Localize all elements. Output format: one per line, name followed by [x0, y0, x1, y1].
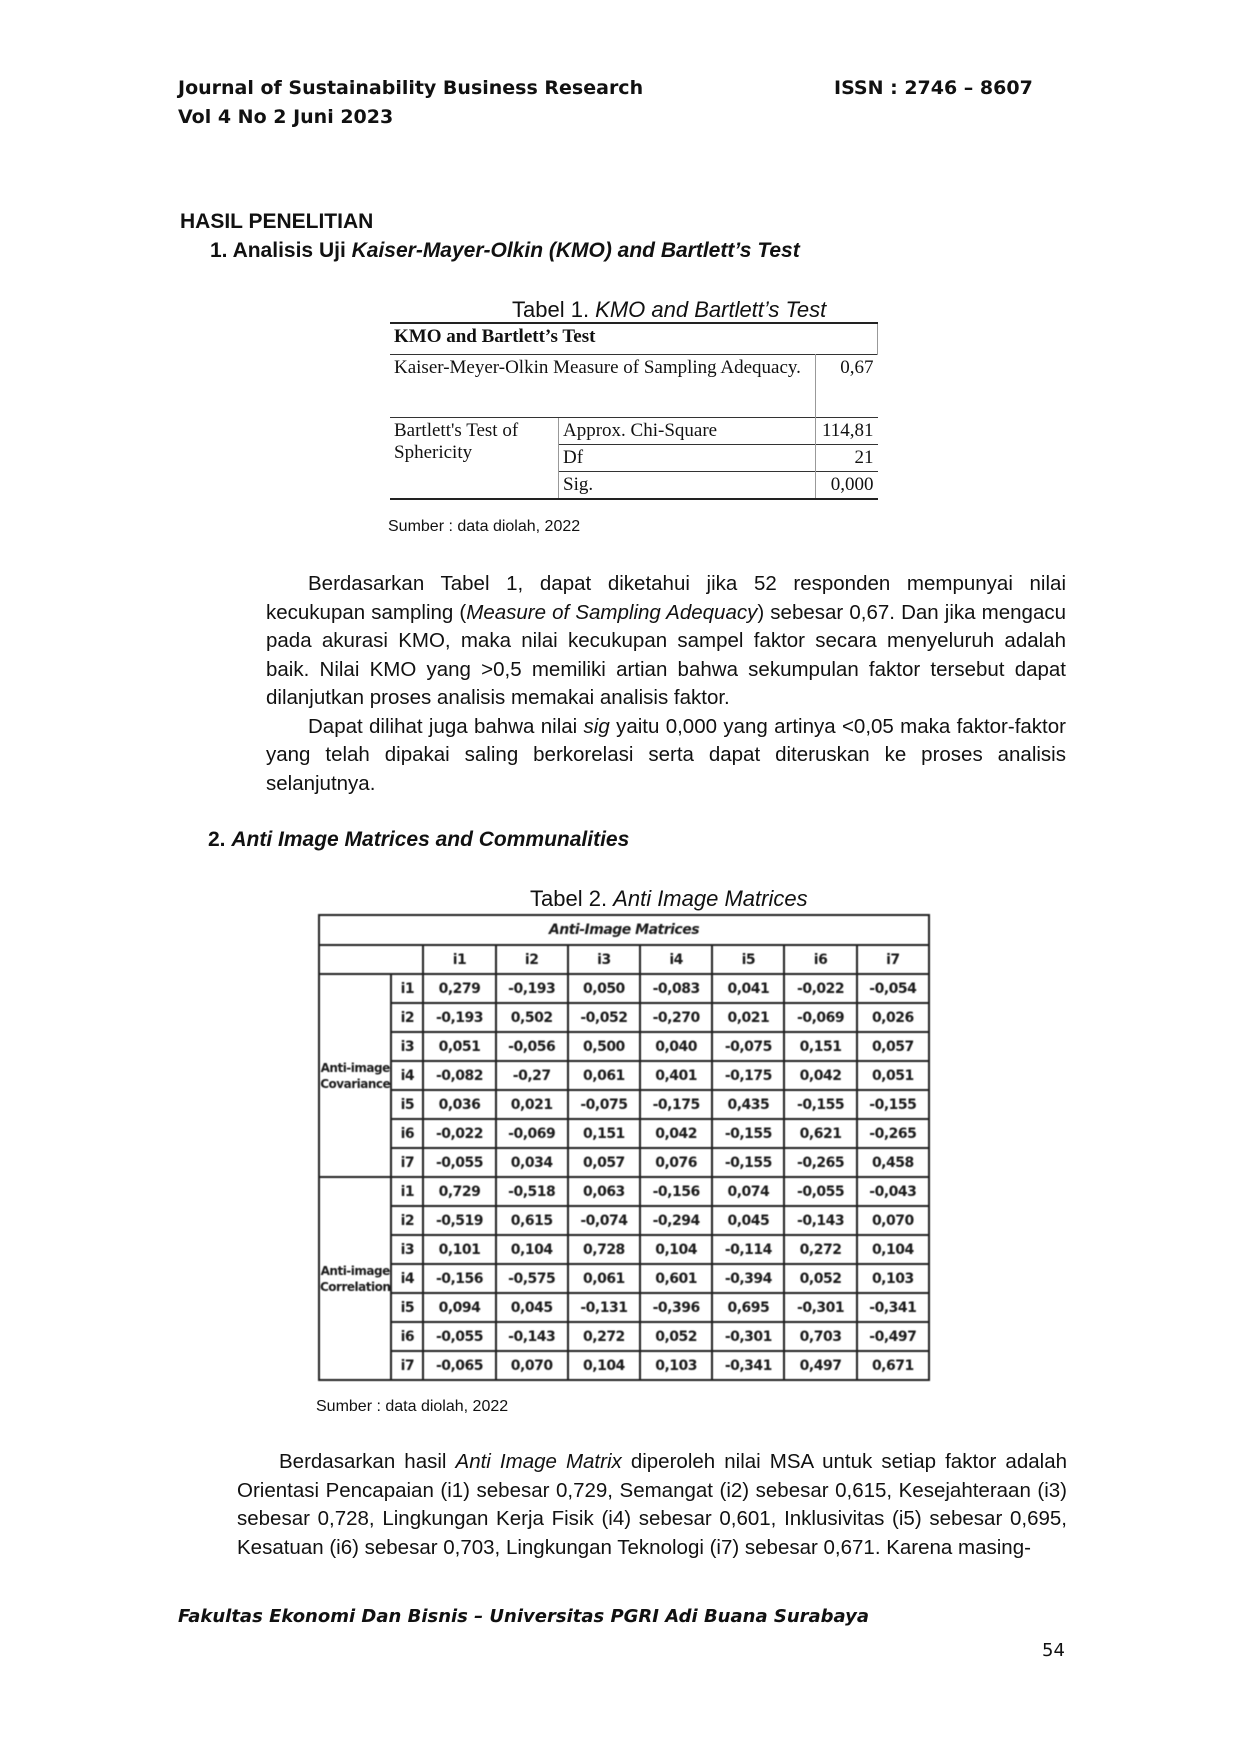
sig-label: Sig. — [559, 472, 816, 500]
table-cell: 0,435 — [712, 1090, 784, 1119]
col-header-i5: i5 — [712, 945, 784, 974]
table-cell: -0,056 — [496, 1032, 568, 1061]
table-cell: 0,074 — [712, 1177, 784, 1206]
subsection-2-italic: Anti Image Matrices and Communalities — [231, 828, 630, 851]
table-cell: 0,502 — [496, 1003, 568, 1032]
p2-text-a: Dapat dilihat juga bahwa nilai — [308, 714, 584, 738]
row-label: i6 — [391, 1119, 423, 1148]
table-cell: 0,103 — [857, 1264, 929, 1293]
col-header-i7: i7 — [857, 945, 929, 974]
table-cell: 0,045 — [496, 1293, 568, 1322]
row-label: i7 — [391, 1148, 423, 1177]
table-cell: 0,094 — [423, 1293, 495, 1322]
table-cell: -0,155 — [784, 1090, 856, 1119]
table-cell: -0,082 — [423, 1061, 495, 1090]
table-cell: -0,054 — [857, 974, 929, 1003]
table-cell: 0,151 — [784, 1032, 856, 1061]
table-cell: -0,043 — [857, 1177, 929, 1206]
row-label: i3 — [391, 1235, 423, 1264]
row-label: i1 — [391, 1177, 423, 1206]
row-label: i4 — [391, 1264, 423, 1293]
table-cell: -0,265 — [784, 1148, 856, 1177]
table-cell: -0,265 — [857, 1119, 929, 1148]
section-title: HASIL PENELITIAN — [180, 210, 374, 233]
subsection-1-title — [210, 239, 800, 263]
row-label: i6 — [391, 1322, 423, 1351]
table-cell: -0,143 — [496, 1322, 568, 1351]
table-cell: 0,034 — [496, 1148, 568, 1177]
paragraph-2 — [266, 713, 1066, 799]
p1-text-a: Berdasarkan Tabel 1, dapat diketahui jika 52 responden mempunyai nilai kecukupan sampling ( — [266, 572, 1066, 624]
table-row — [319, 1206, 929, 1235]
table-cell: 0,042 — [640, 1119, 712, 1148]
table-cell: -0,497 — [857, 1322, 929, 1351]
table2-source: Sumber : data diolah, 2022 — [316, 1398, 509, 1415]
table-cell: 0,021 — [496, 1090, 568, 1119]
table-cell: 0,051 — [857, 1061, 929, 1090]
table-cell: -0,193 — [496, 974, 568, 1003]
col-header-i4: i4 — [640, 945, 712, 974]
table-cell: 0,104 — [568, 1351, 640, 1380]
table-cell: 0,615 — [496, 1206, 568, 1235]
table-cell: -0,519 — [423, 1206, 495, 1235]
table-cell: -0,518 — [496, 1177, 568, 1206]
table-cell: -0,301 — [712, 1322, 784, 1351]
kmo-value: 0,67 — [815, 355, 877, 418]
table-cell: 0,070 — [496, 1351, 568, 1380]
table-cell: 0,104 — [640, 1235, 712, 1264]
table-cell: 0,042 — [784, 1061, 856, 1090]
paragraph-kmo — [266, 570, 1066, 798]
row-label: i2 — [391, 1003, 423, 1032]
chi-square-value: 114,81 — [815, 418, 877, 445]
kmo-label: Kaiser-Meyer-Olkin Measure of Sampling Adequacy. — [390, 355, 815, 418]
table-cell: -0,143 — [784, 1206, 856, 1235]
table2-caption — [530, 886, 808, 912]
p2-text-b: yaitu 0,000 yang artinya <0,05 maka faktor-faktor yang telah dipakai saling berkorelasi serta dapat diteruskan ke proses analisis selanjutnya. — [266, 714, 1066, 795]
table-cell: -0,069 — [496, 1119, 568, 1148]
bartlett-label: Bartlett's Test of Sphericity — [390, 418, 559, 500]
table-row — [319, 1264, 929, 1293]
row-label: i5 — [391, 1293, 423, 1322]
table-cell: 0,063 — [568, 1177, 640, 1206]
table-cell: -0,055 — [784, 1177, 856, 1206]
table-cell: 0,045 — [712, 1206, 784, 1235]
table-cell: 0,050 — [568, 974, 640, 1003]
table-cell: -0,155 — [857, 1090, 929, 1119]
table-cell: -0,270 — [640, 1003, 712, 1032]
table-row — [319, 1293, 929, 1322]
table-row — [319, 1177, 929, 1206]
table-cell: 0,070 — [857, 1206, 929, 1235]
table-cell: -0,396 — [640, 1293, 712, 1322]
table-cell: -0,394 — [712, 1264, 784, 1293]
table-cell: -0,022 — [423, 1119, 495, 1148]
table-cell: 0,279 — [423, 974, 495, 1003]
table-row — [319, 1235, 929, 1264]
table-cell: 0,500 — [568, 1032, 640, 1061]
table-cell: -0,114 — [712, 1235, 784, 1264]
table1-source: Sumber : data diolah, 2022 — [388, 518, 581, 535]
paragraph-msa — [237, 1448, 1067, 1562]
table-cell: 0,695 — [712, 1293, 784, 1322]
table-cell: 0,103 — [640, 1351, 712, 1380]
table-cell: 0,401 — [640, 1061, 712, 1090]
table-cell: -0,175 — [712, 1061, 784, 1090]
table-cell: 0,040 — [640, 1032, 712, 1061]
table1-caption-prefix: Tabel 1. — [512, 297, 596, 322]
table-cell: 0,076 — [640, 1148, 712, 1177]
table-cell: -0,156 — [423, 1264, 495, 1293]
table-cell: -0,131 — [568, 1293, 640, 1322]
table-cell: 0,104 — [857, 1235, 929, 1264]
table-cell: 0,052 — [784, 1264, 856, 1293]
table-cell: 0,671 — [857, 1351, 929, 1380]
table-cell: 0,036 — [423, 1090, 495, 1119]
table-cell: 0,104 — [496, 1235, 568, 1264]
table-cell: -0,065 — [423, 1351, 495, 1380]
table-cell: -0,341 — [857, 1293, 929, 1322]
row-label: i2 — [391, 1206, 423, 1235]
table1-caption — [512, 297, 826, 323]
chi-square-label: Approx. Chi-Square — [559, 418, 816, 445]
table1-caption-italic: KMO and Bartlett’s Test — [595, 297, 827, 322]
table-row — [319, 1322, 929, 1351]
table2-caption-italic: Anti Image Matrices — [613, 886, 808, 911]
table-cell: 0,026 — [857, 1003, 929, 1032]
anti-image-table — [318, 914, 930, 1381]
table-cell: 0,061 — [568, 1264, 640, 1293]
table-cell: 0,272 — [568, 1322, 640, 1351]
table-cell: -0,075 — [568, 1090, 640, 1119]
row-label: i5 — [391, 1090, 423, 1119]
table-cell: 0,051 — [423, 1032, 495, 1061]
table-cell: 0,021 — [712, 1003, 784, 1032]
page-number: 54 — [1042, 1640, 1065, 1661]
table-row — [319, 1061, 929, 1090]
table-cell: -0,022 — [784, 974, 856, 1003]
table-row — [319, 1032, 929, 1061]
table-cell: -0,055 — [423, 1148, 495, 1177]
table-cell: 0,101 — [423, 1235, 495, 1264]
table-cell: 0,728 — [568, 1235, 640, 1264]
col-header-i2: i2 — [496, 945, 568, 974]
table-cell: 0,272 — [784, 1235, 856, 1264]
table-cell: -0,175 — [640, 1090, 712, 1119]
subsection-1-italic: Kaiser-Mayer-Olkin (KMO) and Bartlett’s Test — [351, 239, 800, 262]
table-cell: 0,052 — [640, 1322, 712, 1351]
table-row — [319, 1003, 929, 1032]
table-cell: 0,729 — [423, 1177, 495, 1206]
table-cell: -0,083 — [640, 974, 712, 1003]
issn: ISSN : 2746 – 8607 — [834, 77, 1033, 99]
table-cell: 0,458 — [857, 1148, 929, 1177]
table-cell: -0,575 — [496, 1264, 568, 1293]
row-label: i1 — [391, 974, 423, 1003]
table-cell: -0,156 — [640, 1177, 712, 1206]
table-cell: -0,155 — [712, 1148, 784, 1177]
table-cell: -0,052 — [568, 1003, 640, 1032]
sig-value: 0,000 — [815, 472, 877, 500]
kmo-table — [390, 322, 878, 500]
table-row — [319, 974, 929, 1003]
paragraph-1 — [266, 570, 1066, 713]
group-label-covariance: Anti-image Covariance — [319, 974, 391, 1177]
col-header-i6: i6 — [784, 945, 856, 974]
table-cell: -0,155 — [712, 1119, 784, 1148]
subsection-1-prefix: 1. Analisis Uji — [210, 239, 352, 262]
p3-text-a: Berdasarkan hasil — [279, 1450, 456, 1473]
table-cell: -0,074 — [568, 1206, 640, 1235]
row-label: i4 — [391, 1061, 423, 1090]
table-cell: 0,703 — [784, 1322, 856, 1351]
row-label: i3 — [391, 1032, 423, 1061]
journal-title: Journal of Sustainability Business Research — [178, 77, 644, 99]
table-cell: -0,055 — [423, 1322, 495, 1351]
table-row — [319, 1148, 929, 1177]
row-label: i7 — [391, 1351, 423, 1380]
kmo-table-title: KMO and Bartlett’s Test — [390, 323, 878, 355]
table-cell: -0,27 — [496, 1061, 568, 1090]
anti-image-table-title: Anti-Image Matrices — [319, 915, 929, 945]
table-cell: 0,041 — [712, 974, 784, 1003]
header-blank — [319, 945, 423, 974]
p1-italic: Measure of Sampling Adequacy — [466, 600, 758, 624]
table-cell: -0,341 — [712, 1351, 784, 1380]
table-cell: 0,497 — [784, 1351, 856, 1380]
table-cell: -0,294 — [640, 1206, 712, 1235]
p2-italic: sig — [583, 714, 610, 738]
group-label-correlation: Anti-image Correlation — [319, 1177, 391, 1380]
table-cell: 0,621 — [784, 1119, 856, 1148]
subsection-2-prefix: 2. — [208, 828, 232, 851]
table-cell: -0,193 — [423, 1003, 495, 1032]
table-cell: -0,075 — [712, 1032, 784, 1061]
df-value: 21 — [815, 445, 877, 472]
subsection-2-title — [208, 828, 629, 852]
table-row — [319, 1119, 929, 1148]
df-label: Df — [559, 445, 816, 472]
p3-text-b: diperoleh nilai MSA untuk setiap faktor adalah Orientasi Pencapaian (i1) sebesar 0,729, Semangat (i2) sebesar 0,615, Kesejahteraan (i3) sebesar 0,728, Lingkungan Kerja Fisik (i4) sebesar 0,601, Inklusivitas (i5) sebesar 0,695, Kesatuan (i6) sebesar 0,703, Lingkungan Teknologi (i7) sebesar 0,671. Karena masing- — [237, 1450, 1067, 1559]
volume-info: Vol 4 No 2 Juni 2023 — [178, 106, 394, 128]
footer-institution: Fakultas Ekonomi Dan Bisnis – Universitas PGRI Adi Buana Surabaya — [178, 1606, 870, 1627]
table-cell: -0,069 — [784, 1003, 856, 1032]
table-cell: 0,061 — [568, 1061, 640, 1090]
table-cell: 0,601 — [640, 1264, 712, 1293]
paragraph-3 — [237, 1448, 1067, 1562]
p3-italic: Anti Image Matrix — [455, 1450, 622, 1473]
col-header-i1: i1 — [423, 945, 495, 974]
table-cell: 0,057 — [568, 1148, 640, 1177]
table-row — [319, 1351, 929, 1380]
table-cell: 0,151 — [568, 1119, 640, 1148]
table-cell: 0,057 — [857, 1032, 929, 1061]
p1-text-b: ) sebesar 0,67. Dan jika mengacu pada akurasi KMO, maka nilai kecukupan sampel faktor secara menyeluruh adalah baik. Nilai KMO yang >0,5 memiliki artian bahwa sekumpulan faktor tersebut dapat dilanjutkan proses analisis memakai analisis faktor. — [266, 600, 1066, 709]
table-cell: -0,301 — [784, 1293, 856, 1322]
col-header-i3: i3 — [568, 945, 640, 974]
table-row — [319, 1090, 929, 1119]
table2-caption-prefix: Tabel 2. — [530, 886, 614, 911]
